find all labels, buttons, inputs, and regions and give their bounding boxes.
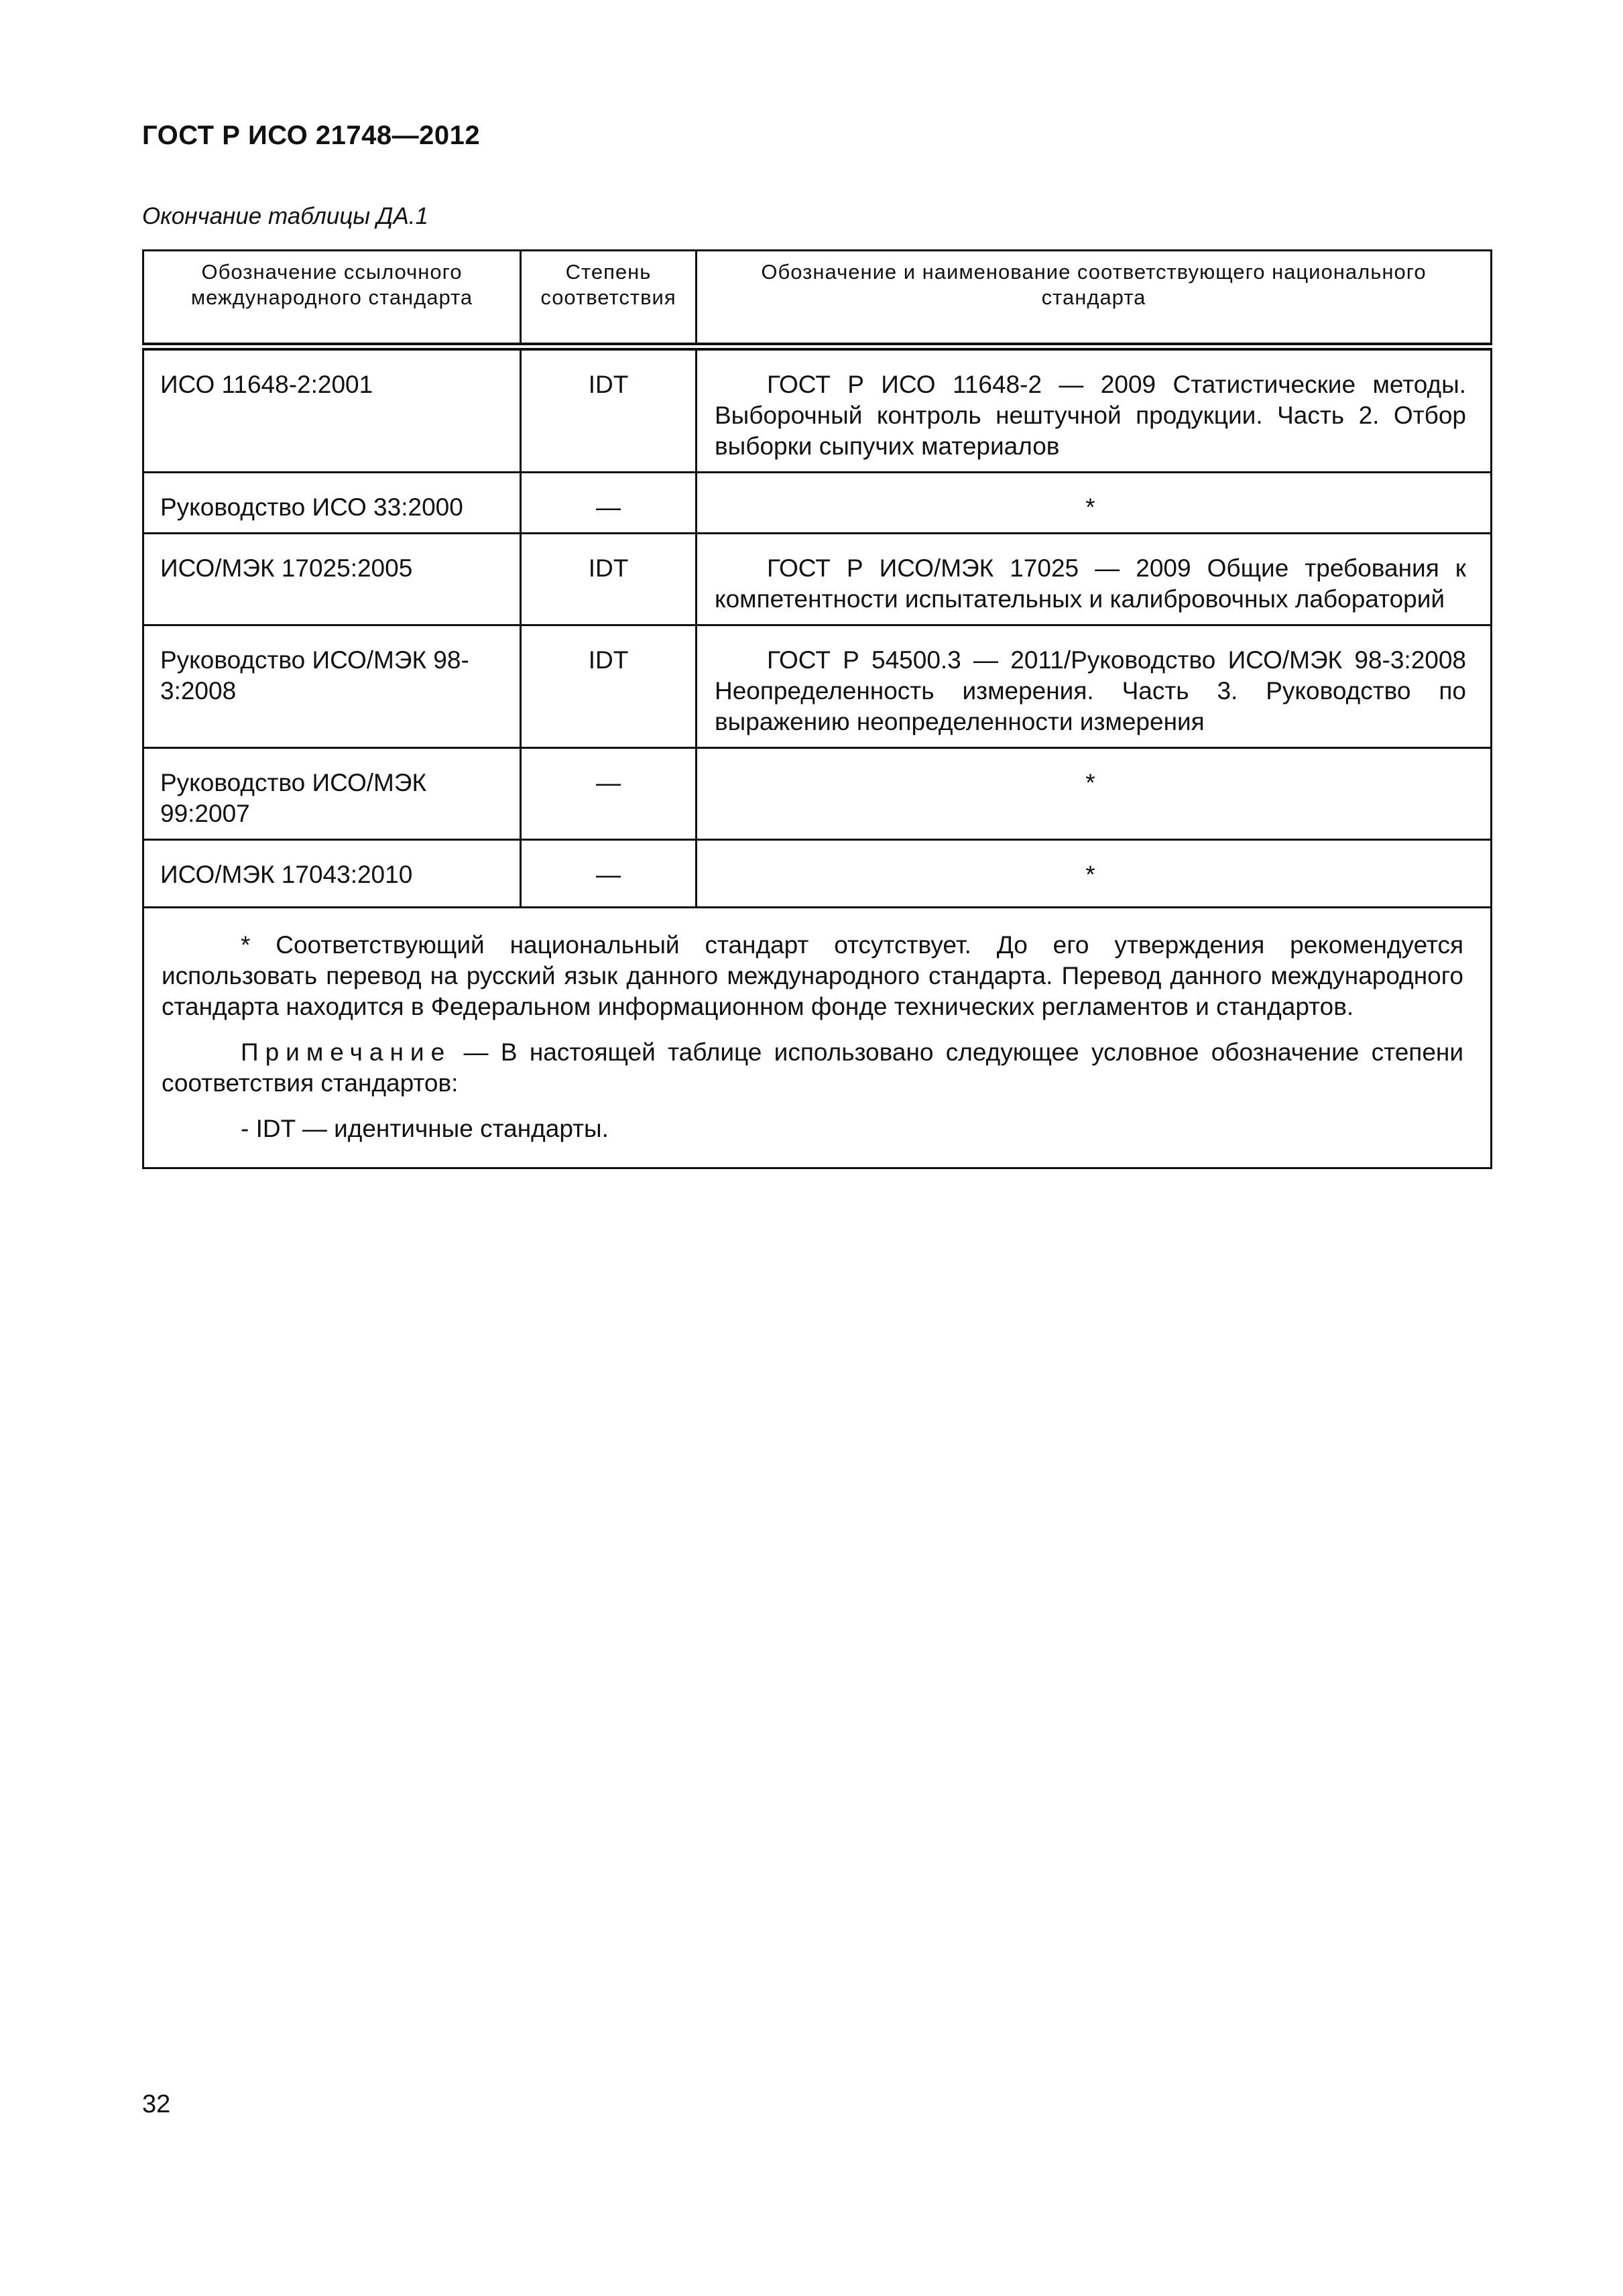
table-row (143, 473, 1492, 534)
table-caption: Окончание таблицы ДА.1 (142, 203, 428, 229)
legend-item: - IDT — идентичные стандарты. (241, 1115, 609, 1142)
reference-cell: ИСО 11648-2:2001 (143, 347, 521, 473)
page-number: 32 (142, 2090, 171, 2118)
national-standard-cell (697, 347, 1492, 473)
national-standard-cell: * (697, 748, 1492, 840)
table-notes-cell (143, 908, 1492, 1168)
reference-cell: ИСО/МЭК 17025:2005 (143, 534, 521, 625)
national-standard-cell: * (697, 840, 1492, 908)
reference-cell: ИСО/МЭК 17043:2010 (143, 840, 521, 908)
table-header-row (143, 251, 1492, 347)
national-standard-cell: * (697, 473, 1492, 534)
table-row (143, 748, 1492, 840)
national-standard-text: ГОСТ Р ИСО/МЭК 17025 — 2009 Общие требования к компетентности испытательных и калибровочных лабораторий (715, 554, 1466, 613)
note-text: — В настоящей таблице использовано следующее условное обозначение степени соответствия стандартов: (162, 1038, 1463, 1097)
table-row (143, 347, 1492, 473)
table-notes-row (143, 908, 1492, 1168)
national-standard-text: ГОСТ Р 54500.3 — 2011/Руководство ИСО/МЭК 98-3:2008 Неопределенность измерения. Часть 3. Руководство по выражению неопределенности измерения (715, 646, 1466, 735)
note-label: Примечание (241, 1038, 452, 1066)
degree-cell: IDT (521, 347, 697, 473)
reference-cell: Руководство ИСО/МЭК 98-3:2008 (143, 625, 521, 748)
national-standard-cell (697, 534, 1492, 625)
column-header-reference: Обозначение ссылочного международного стандарта (143, 251, 521, 347)
reference-cell: Руководство ИСО/МЭК 99:2007 (143, 748, 521, 840)
footnote: * Соответствующий национальный стандарт отсутствует. До его утверждения рекомендуется использовать перевод на русский язык данного международного стандарта. Перевод данного международного стандарта находится в Федеральном информационном фонде технических регламентов и стандартов. (162, 931, 1463, 1020)
column-header-national: Обозначение и наименование соответствующего национального стандарта (697, 251, 1492, 347)
reference-table (142, 249, 1492, 1169)
national-standard-cell (697, 625, 1492, 748)
degree-cell: IDT (521, 625, 697, 748)
column-header-degree: Степень соответствия (521, 251, 697, 347)
degree-cell: — (521, 840, 697, 908)
reference-cell: Руководство ИСО 33:2000 (143, 473, 521, 534)
degree-cell: IDT (521, 534, 697, 625)
degree-cell: — (521, 748, 697, 840)
document-code: ГОСТ Р ИСО 21748—2012 (142, 121, 481, 150)
degree-cell: — (521, 473, 697, 534)
table-row (143, 625, 1492, 748)
note (162, 1037, 1463, 1099)
table-row (143, 534, 1492, 625)
national-standard-text: ГОСТ Р ИСО 11648-2 — 2009 Статистические методы. Выборочный контроль нештучной продукции. Часть 2. Отбор выборки сыпучих материалов (715, 371, 1466, 460)
table-row (143, 840, 1492, 908)
